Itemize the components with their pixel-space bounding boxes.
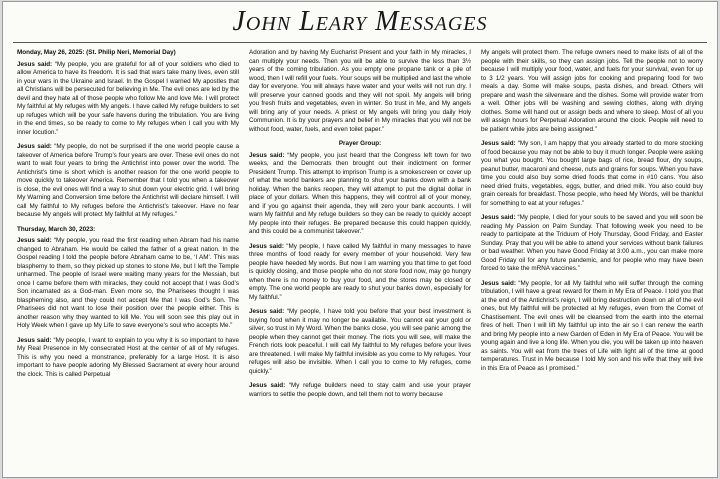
speaker-label: Jesus said: <box>249 242 284 250</box>
newsletter-page <box>2 1 718 478</box>
speaker-label: Jesus said: <box>249 151 285 159</box>
message-paragraph: Jesus said: “My people, you just heard that the Congress left town for two weeks, and the Democrats then brought out their indictment on former President Trump. This attempt to imprison Trump is a smokescreen or cover up of what the world bankers are planning to shut your banks down with a bank holiday. When the banks reopen, they will attempt to put the digital dollar in place of your dollars. When this happens, they will control all of your money, and if you go against their agenda, they will zero your bank accounts. I will warn My faithful and My refuge builders so they can be ready to quickly accept My people into their refuges. Be prepared because this could happen quickly, and this could be a communist takeover.” <box>249 151 471 235</box>
date-heading: Monday, May 26, 2025: (St. Philip Neri, Memorial Day) <box>17 49 176 56</box>
message-paragraph: Jesus said: “My son, I am happy that you already started to do more stocking of food because you may not be able to buy it much longer. People were asking you what you bought. You bought large bags of rice, bread flour, dry soups, peanut butter, macaroni and cheese, nuts and grains for soups. When you have time you could also buy some dried foods that come in #10 cans. You also need dried fruits, vegetables, eggs, butter, and dried milk. You also could buy grain cereals for breakfast. Those people, who heed My Words, will be thankful for something to eat at your refuges.” <box>481 140 703 207</box>
masthead <box>13 2 707 43</box>
prayer-group-heading: Prayer Group: <box>338 140 382 147</box>
speaker-label: Jesus said: <box>249 308 285 315</box>
message-paragraph: My angels will protect them. The refuge owners need to make lists of all of the people with their skills, so they can assign jobs. Tell the people not to worry because I will multiply your food, water, and fuels for your survival, even for up to 3 1/2 years. You will assign jobs for cooking and preparing food for two meals a day. Some will make soups, pasta dishes, and bread. Others will prepare and wash the silverware and the dishes. Some will provide water from a well. Other jobs will be washing and sewing clothes, along with drying clothes. Some will hand out or assign beds and where to sleep. Most of all you will assign hours for Perpetual Adoration around the clock. People will need to be patient while jobs are being assigned.” <box>481 49 703 133</box>
message-paragraph: Jesus said: “My people, I want to explain to you why it is so important to have My Real Presence in My consecrated Host at the center of all of My refuges. This is why you need a monstrance, preferably for a large Host. It is also important to have people adoring My Blessed Sacrament at every hour around the clock. This is called Perpetual <box>17 336 239 378</box>
message-paragraph: Jesus said: “My people, for all My faithful who will suffer through the coming tribulation, I will have a great reward for them in My Era of Peace. I told you that at the end of the Antichrist’s reign, I will bring destruction down on all of the evil ones, but My faithful will be protected at My refuges, even from the Comet of Chastisement. The evil ones will be cleansed from the earth into the eternal fires of hell. Then I will lift My faithful up into the air so I can renew the earth and bring My people into a new Garden of Eden in My Era of Peace. You will be young again and live a long life. When you die, you will be taken up into heaven as saints. You will eat from the trees of Life with light all of the time at good temperatures. Trust in Me because I told My son and his wife that they will live in this Era of Peace as I promised.” <box>481 279 703 372</box>
message-paragraph: Adoration and by having My Eucharist Present and your faith in My miracles, I can multiply your needs. Then you will be able to survive the less than 3½ years of the coming tribulation. As you empty one propane tank or a pile of wood, then I will refill your fuels. Your soups will be multiplied and last the whole day for everyone. You will always have water and your wells will not run dry. I will preserve your canned goods and they will not spoil. My angels will bring you fresh fruits and vegetables, even in winter. So trust in Me, and My angels will bring any of your needs. A priest or My angels will bring you daily Holy Communion. It is by your prayers and belief in My miracles that you will not be without food, water, fuels, and even toilet paper.” <box>249 49 471 133</box>
speaker-label: Jesus said: <box>481 279 516 287</box>
date-heading: Thursday, March 30, 2023: <box>17 225 96 233</box>
message-paragraph: Jesus said: “My people, you read the first reading when Abram had his name changed to Abraham. He would be called the father of a great nation. In the Gospel reading I told the people before Abraham came to be, ‘I AM’. This was blasphemy to them, so they picked up stones to stone Me, but I left the Temple unharmed. The people of Israel were waiting many years for the Messiah, but once I came before them with miracles, they could not accept that I was God’s Son incarnated as a God-man. Even more so, the Pharisees thought I was blaspheming also, and they could not accept Me that I was God’s Son. The Pharisees did not want to lose their position over the people either. This is another reason why they wanted to kill Me. You will soon see this play out in Holy Week when I gave up My Life to save everyone’s soul who accepts Me.” <box>17 237 239 329</box>
speaker-label: Jesus said: <box>481 140 516 147</box>
speaker-label: Jesus said: <box>17 60 53 68</box>
column-2 <box>249 49 471 473</box>
speaker-label: Jesus said: <box>481 214 516 221</box>
message-paragraph: Jesus said: “My people, you are grateful for all of your soldiers who died to allow America to have its freedom. It is sad that wars take many lives, even still in your wars in the Ukraine and Israel. In the Gospel I warned My apostles that all Christians will be persecuted for believing in Me. The evil ones are led by the devil and they hate all of those people who follow Me and love Me. I will protect My faithful at My refuges with My angels. I have called My refuge builders to set up refuges which will be your safe havens during the tribulation. You are living in the end times, so be ready to come to My refuges when I call you with My inner locution.” <box>17 60 239 136</box>
column-3 <box>481 49 703 473</box>
speaker-label: Jesus said: <box>17 336 52 344</box>
page-title: John Leary Messages <box>232 6 488 37</box>
column-1 <box>17 49 239 473</box>
message-paragraph: Jesus said: “My people, I died for your souls to be saved and you will soon be reading My Passion on Palm Sunday. That following week you need to be ready to participate at the Triduum of Holy Thursday, Good Friday, and Easter Sunday. Pray that you will be able to attend your services without bank failures or bad weather. When you have Good Friday at 3:00 a.m., you can make more Good Friday oil for any future pandemic, and for people who may have been forced to take the mRNA vaccines.” <box>481 214 703 272</box>
message-paragraph: Jesus said: “My people, do not be surprised if the one world people cause a takeover of America before Trump’s four years are over. These evil ones do not want to wait four years to bring the Antichrist into power over the world. The Antichrist’s time is short which is another reason for the one world people to move quickly to takeover America. Remember that I told you when a takeover is close, the evil ones will find a way to shut down your electric grid. I will bring My Warning and Conversion time before the Antichrist will declare himself. I will call My faithful to My refuges before the Antichrist’s takeover. Have no fear because My angels will protect My faithful at My refuges.” <box>17 143 239 218</box>
speaker-label: Jesus said: <box>17 237 52 244</box>
message-paragraph: Jesus said: “My refuge builders need to stay calm and use your prayer warriors to settle the people down, and tell them not to worry because <box>249 382 471 398</box>
article-columns <box>17 49 703 473</box>
speaker-label: Jesus said: <box>249 382 286 389</box>
speaker-label: Jesus said: <box>17 143 52 150</box>
message-paragraph: Jesus said: “My people, I have called My faithful in many messages to have three months of food ready for every member of your household. Very few people have heeded My words. But now I am warning you that time to get food is quickly closing, and those people who do not store food now, may go hungry when there is no money to buy your food, and the stores may be closed or empty. The one world people are ready to shut your banks down, especially for My faithful.” <box>249 242 471 301</box>
message-paragraph: Jesus said: “My people, I have told you before that your best investment is buying food when it may no longer be available. You cannot eat your gold or silver, so trust in My Word. When the banks close, you will see panic among the people when they cannot get their money. The riots you will see, will make the French riots look peaceful. I will call My faithful to My refuges before your lives are threatened. I will make My faithful invisible as you come to My refuges. Your refuges will also be invisible. When I call you to come to My refuges, come quickly.” <box>249 308 471 375</box>
